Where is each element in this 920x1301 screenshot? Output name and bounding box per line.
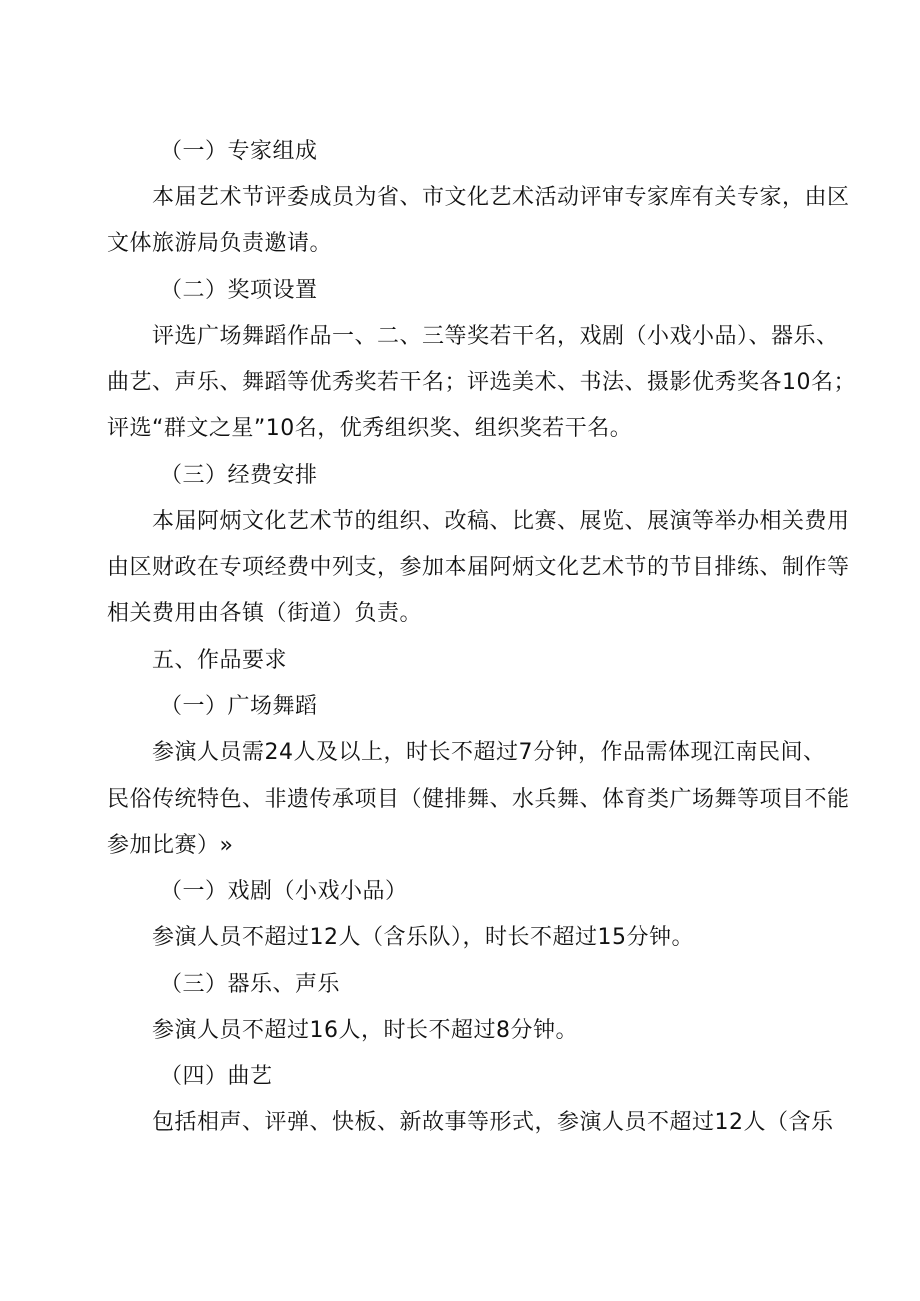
paragraph-line: 本届阿炳文化艺术节的组织、改稿、比赛、展览、展演等举办相关费用 bbox=[152, 509, 850, 534]
paragraph-line: 参加比赛）» bbox=[107, 833, 234, 858]
section-heading-work-requirements: 五、作品要求 bbox=[152, 648, 288, 673]
subheading-quyi: （四）曲艺 bbox=[160, 1064, 273, 1089]
subheading-square-dance: （一）广场舞蹈 bbox=[160, 694, 318, 719]
paragraph-line: 本届艺术节评委成员为省、市文化艺术活动评审专家库有关专家，由区 bbox=[152, 185, 850, 210]
subheading-expert-composition: （一）专家组成 bbox=[160, 139, 318, 164]
subheading-drama: （一）戏剧（小戏小品） bbox=[160, 879, 408, 904]
subheading-award-settings: （二）奖项设置 bbox=[160, 278, 318, 303]
paragraph-line: 文体旅游局负责邀请。 bbox=[107, 231, 333, 256]
paragraph-line: 参演人员不超过12人（含乐队），时长不超过15分钟。 bbox=[152, 925, 694, 950]
paragraph-line: 曲艺、声乐、舞蹈等优秀奖若干名；评选美术、书法、摄影优秀奖各10名； bbox=[107, 370, 856, 395]
subheading-funding: （三）经费安排 bbox=[160, 463, 318, 488]
paragraph-line: 评选广场舞蹈作品一、二、三等奖若干名，戏剧（小戏小品）、器乐、 bbox=[152, 324, 839, 349]
paragraph-line: 参演人员需24人及以上，时长不超过7分钟，作品需体现江南民间、 bbox=[152, 740, 826, 765]
paragraph-line: 民俗传统特色、非遗传承项目（健排舞、水兵舞、体育类广场舞等项目不能 bbox=[107, 787, 850, 812]
subheading-instrumental-vocal: （三）器乐、声乐 bbox=[160, 972, 341, 997]
paragraph-line: 参演人员不超过16人，时长不超过8分钟。 bbox=[152, 1018, 578, 1043]
paragraph-line: 评选“群文之星”10名，优秀组织奖、组织奖若干名。 bbox=[107, 416, 633, 441]
paragraph-line: 由区财政在专项经费中列支，参加本届阿炳文化艺术节的节目排练、制作等 bbox=[107, 555, 850, 580]
paragraph-line: 包括相声、评弹、快板、新故事等形式，参演人员不超过12人（含乐 bbox=[152, 1110, 834, 1135]
paragraph-line: 相关费用由各镇（街道）负责。 bbox=[107, 601, 423, 626]
